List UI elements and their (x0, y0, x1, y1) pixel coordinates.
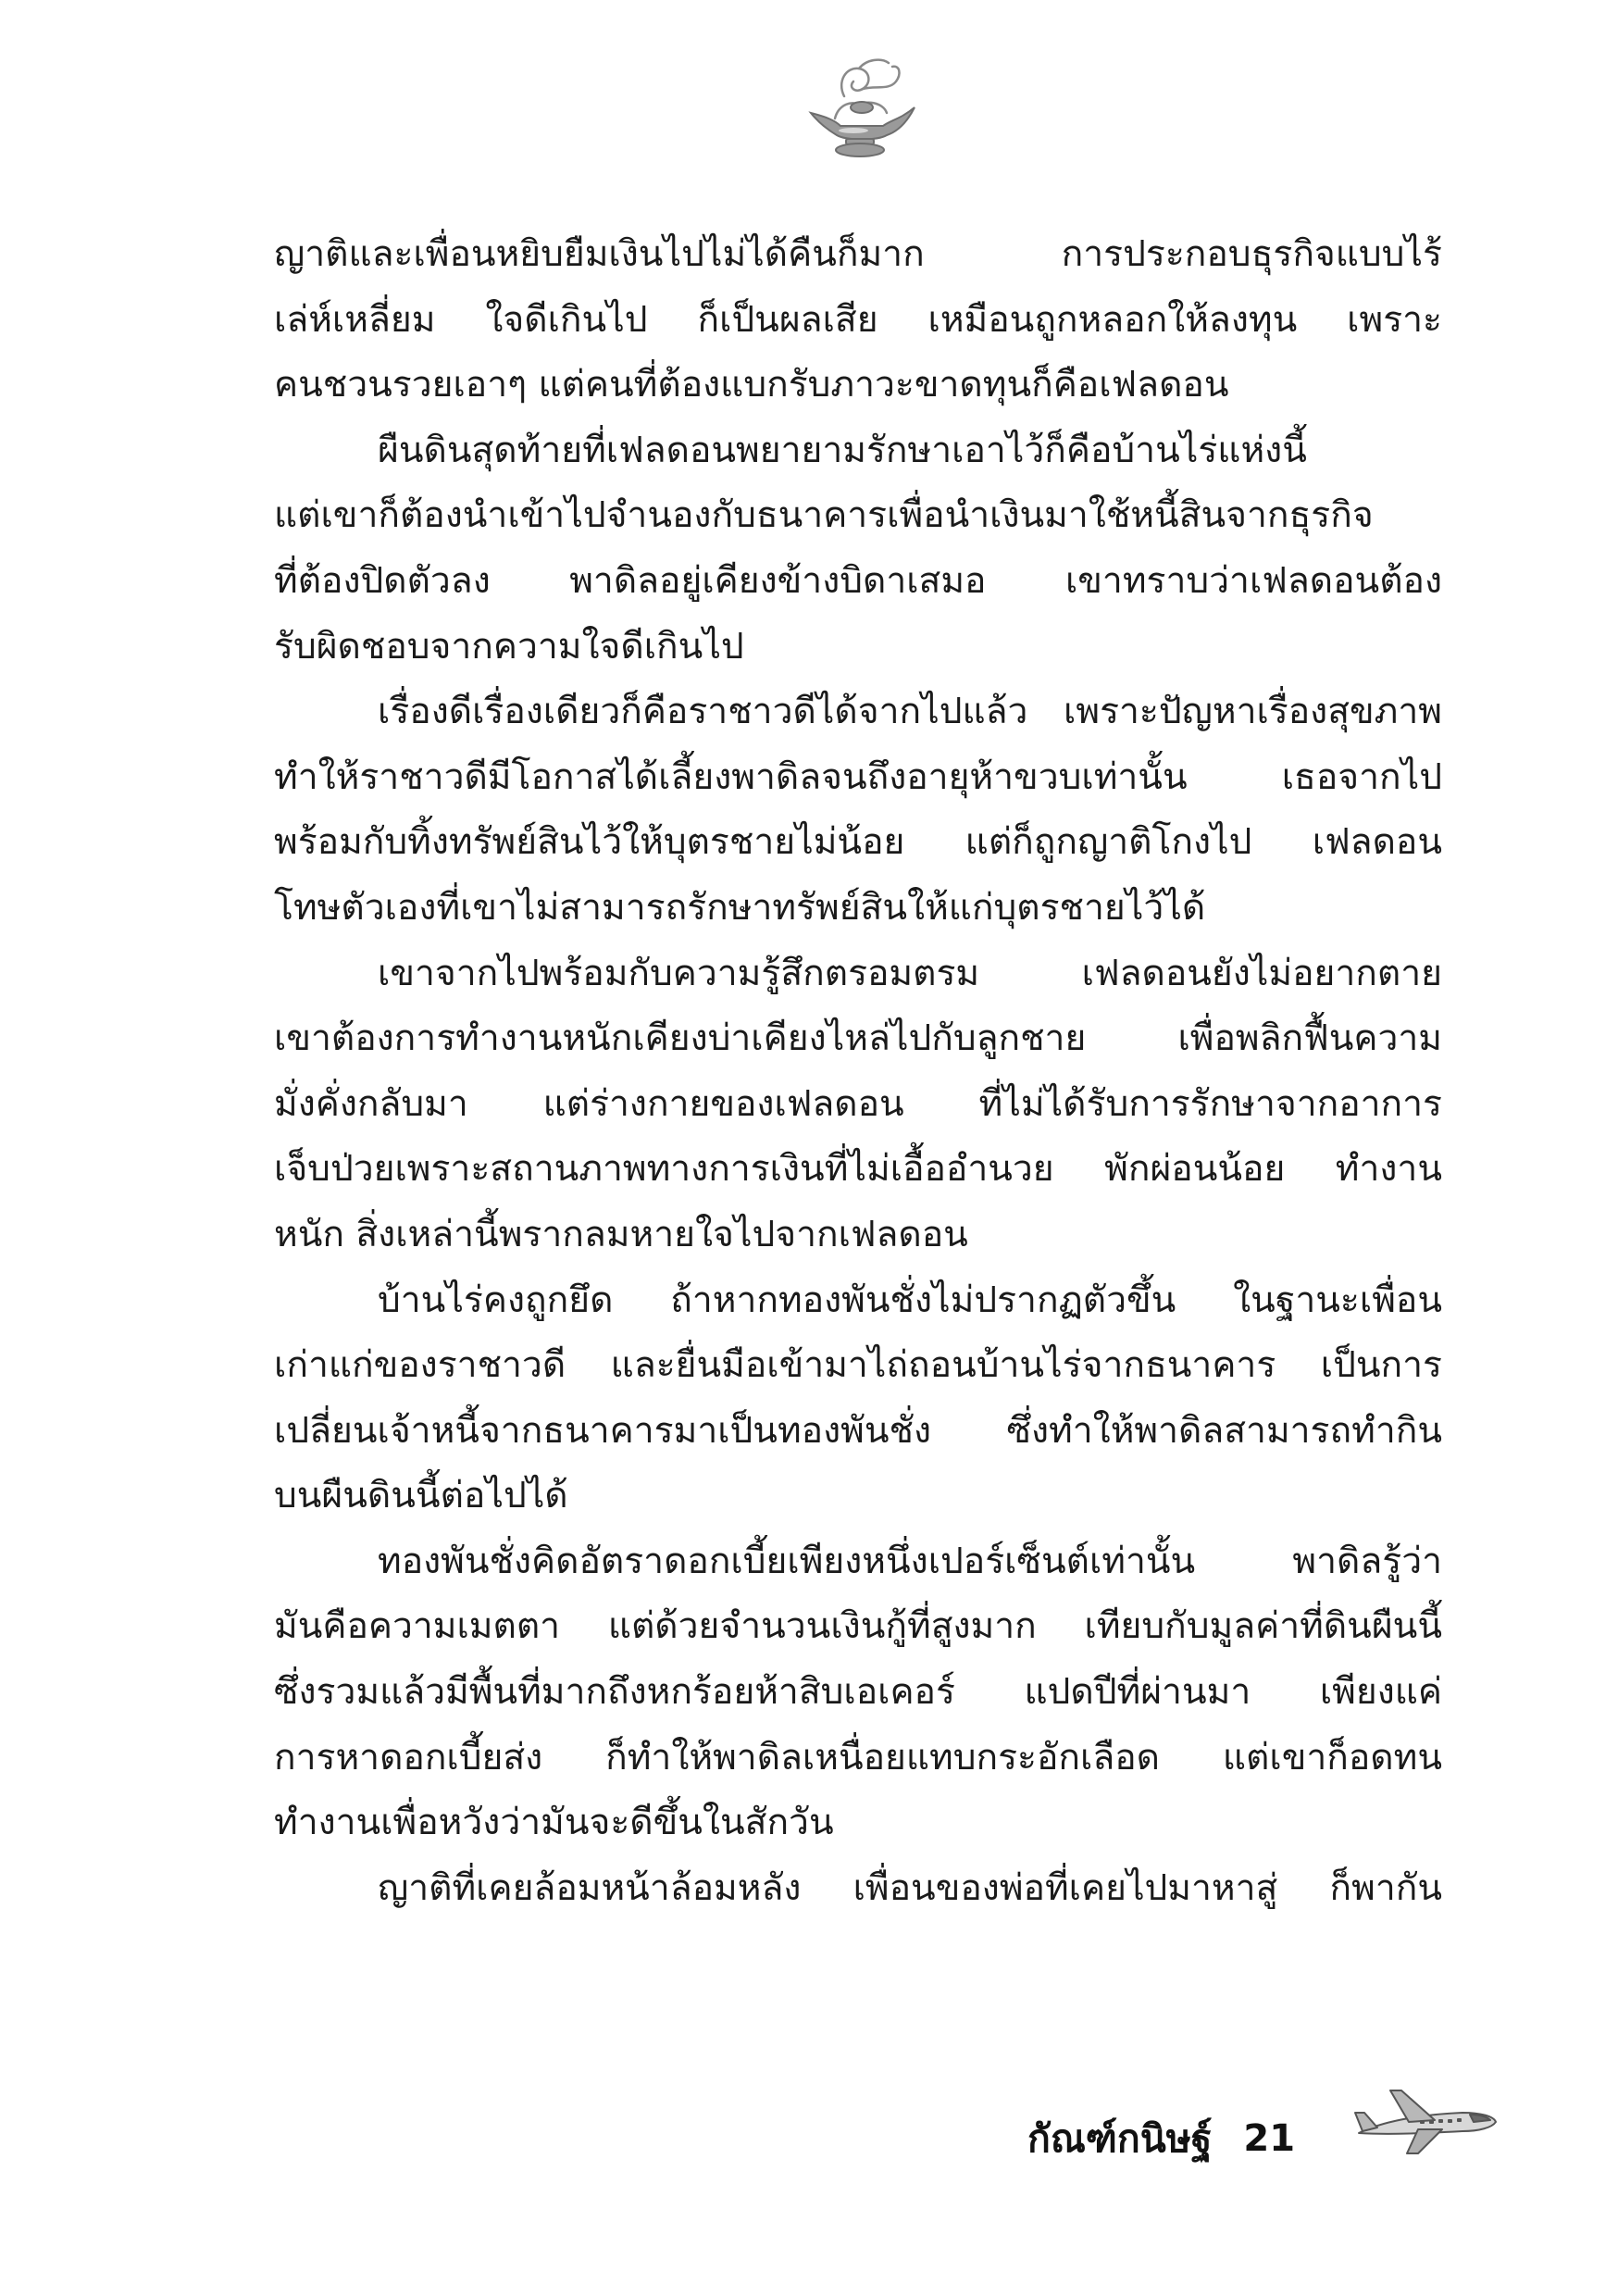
text-line: ซึ่งรวมแล้วมีพื้นที่มากถึงหกร้อยห้าสิบเอเคอร์ แปดปีที่ผ่านมา เพียงแค่ (274, 1671, 1442, 1714)
text-line: การหาดอกเบี้ยส่ง ก็ทำให้พาดิลเหนื่อยแทบกระอักเลือด แต่เขาก็อดทน (274, 1736, 1442, 1778)
text-line: บนผืนดินนี้ต่อไปได้ (274, 1475, 568, 1517)
airplane-icon (1353, 2066, 1501, 2159)
genie-lamp-icon (798, 54, 922, 163)
text-line: เล่ห์เหลี่ยม ใจดีเกินไป ก็เป็นผลเสีย เหมือนถูกหลอกให้ลงทุน เพราะ (274, 298, 1442, 341)
text-line: ญาติและเพื่อนหยิบยืมเงินไปไม่ได้คืนก็มาก การประกอบธุรกิจแบบไร้ (274, 233, 1442, 275)
text-line: เจ็บป่วยเพราะสถานภาพทางการเงินที่ไม่เอื้ออำนวย พักผ่อนน้อย ทำงาน (274, 1148, 1442, 1191)
paragraph-first-line: เรื่องดีเรื่องเดียวก็คือราชาวดีได้จากไปแล้ว เพราะปัญหาเรื่องสุขภาพ (378, 691, 1442, 733)
text-line: เขาต้องการทำงานหนักเคียงบ่าเคียงไหล่ไปกับลูกชาย เพื่อพลิกฟื้นความ (274, 1017, 1442, 1060)
text-line: พร้อมกับทิ้งทรัพย์สินไว้ให้บุตรชายไม่น้อย แต่ก็ถูกญาติโกงไป เฟลดอน (274, 821, 1442, 864)
text-line: แต่เขาก็ต้องนำเข้าไปจำนองกับธนาคารเพื่อนำเงินมาใช้หนี้สินจากธุรกิจ (274, 494, 1374, 537)
text-line: มันคือความเมตตา แต่ด้วยจำนวนเงินกู้ที่สูงมาก เทียบกับมูลค่าที่ดินผืนนี้ (274, 1605, 1442, 1648)
text-line: เก่าแก่ของราชาวดี และยื่นมือเข้ามาไถ่ถอนบ้านไร่จากธนาคาร เป็นการ (274, 1344, 1442, 1387)
paragraph-first-line: เขาจากไปพร้อมกับความรู้สึกตรอมตรม เฟลดอนยังไม่อยากตาย (378, 952, 1442, 994)
text-line: หนัก สิ่งเหล่านี้พรากลมหายใจไปจากเฟลดอน (274, 1213, 968, 1255)
page-number: 21 (1243, 2117, 1296, 2160)
text-line: คนชวนรวยเอาๆ แต่คนที่ต้องแบกรับภาวะขาดทุนก็คือเฟลดอน (274, 364, 1229, 406)
text-line: มั่งคั่งกลับมา แต่ร่างกายของเฟลดอน ที่ไม่ได้รับการรักษาจากอาการ (274, 1082, 1442, 1125)
paragraph-first-line: ญาติที่เคยล้อมหน้าล้อมหลัง เพื่อนของพ่อที่เคยไปมาหาสู่ ก็พากัน (378, 1866, 1442, 1909)
text-line: ที่ต้องปิดตัวลง พาดิลอยู่เคียงข้างบิดาเสมอ เขาทราบว่าเฟลดอนต้อง (274, 559, 1442, 602)
book-title: กัณฑ์กนิษฐ์ (1027, 2115, 1213, 2161)
paragraph-first-line: ผืนดินสุดท้ายที่เฟลดอนพยายามรักษาเอาไว้ก็คือบ้านไร่แห่งนี้ (378, 429, 1307, 471)
paragraph-first-line: ทองพันชั่งคิดอัตราดอกเบี้ยเพียงหนึ่งเปอร์เซ็นต์เท่านั้น พาดิลรู้ว่า (378, 1540, 1442, 1582)
page-footer (1027, 2102, 1295, 2176)
paragraph-first-line: บ้านไร่คงถูกยึด ถ้าหากทองพันชั่งไม่ปรากฏตัวขึ้น ในฐานะเพื่อน (378, 1279, 1442, 1321)
story-text (274, 222, 1442, 1921)
text-line: ทำให้ราชาวดีมีโอกาสได้เลี้ยงพาดิลจนถึงอายุห้าขวบเท่านั้น เธอจากไป (274, 755, 1442, 798)
text-line: เปลี่ยนเจ้าหนี้จากธนาคารมาเป็นทองพันชั่ง ซึ่งทำให้พาดิลสามารถทำกิน (274, 1409, 1442, 1452)
text-line: รับผิดชอบจากความใจดีเกินไป (274, 625, 744, 668)
text-line: โทษตัวเองที่เขาไม่สามารถรักษาทรัพย์สินให้แก่บุตรชายไว้ได้ (274, 886, 1206, 929)
text-line: ทำงานเพื่อหวังว่ามันจะดีขึ้นในสักวัน (274, 1802, 834, 1844)
